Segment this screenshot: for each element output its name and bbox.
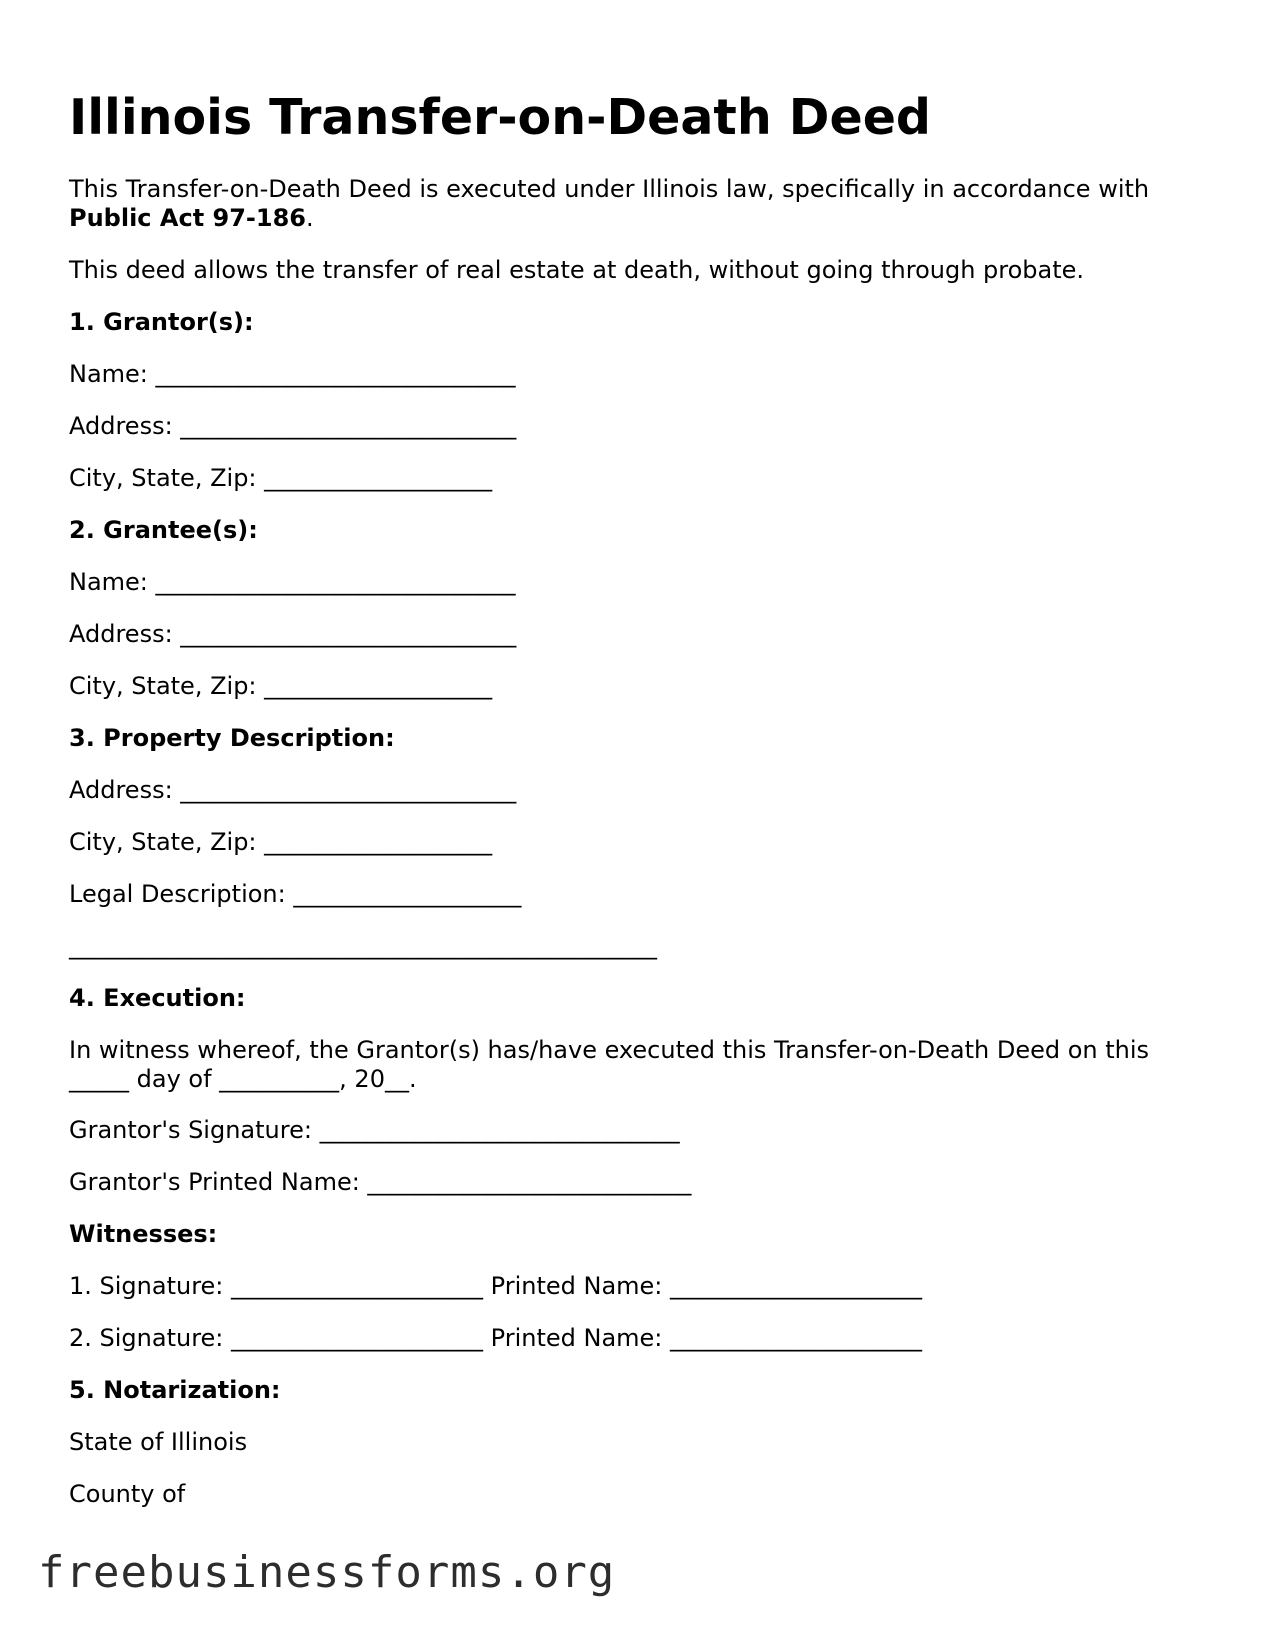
- grantor-signature-field: Grantor's Signature: ______________________________: [69, 1116, 680, 1144]
- notary-county: County of: [69, 1480, 186, 1508]
- intro-paragraph: [69, 175, 1209, 233]
- grantee-name-field: Name: ______________________________: [69, 568, 516, 596]
- execution-heading: 4. Execution:: [69, 984, 246, 1012]
- grantor-printed-name-field: Grantor's Printed Name: ___________________________: [69, 1168, 692, 1196]
- witness-1-line: 1. Signature: _____________________ Printed Name: _____________________: [69, 1272, 923, 1300]
- page-title: Illinois Transfer-on-Death Deed: [69, 89, 931, 146]
- grantor-heading: 1. Grantor(s):: [69, 308, 254, 336]
- execution-statement: In witness whereof, the Grantor(s) has/have executed this Transfer-on-Death Deed on this _____ day of __________, 20__.: [69, 1036, 1150, 1093]
- witnesses-heading: Witnesses:: [69, 1220, 218, 1248]
- intro-text: This Transfer-on-Death Deed is executed under Illinois law, specifically in accordance with: [69, 175, 1150, 203]
- legal-description-extra-line: _________________________________________________: [69, 932, 657, 960]
- property-address-field: Address: ____________________________: [69, 776, 517, 804]
- notarization-heading: 5. Notarization:: [69, 1376, 281, 1404]
- purpose-paragraph: This deed allows the transfer of real estate at death, without going through probate.: [69, 256, 1085, 284]
- grantee-city-field: City, State, Zip: ___________________: [69, 672, 493, 700]
- property-heading: 3. Property Description:: [69, 724, 395, 752]
- grantor-city-field: City, State, Zip: ___________________: [69, 464, 493, 492]
- legal-description-field: Legal Description: ___________________: [69, 880, 522, 908]
- intro-end: .: [305, 204, 314, 232]
- property-city-field: City, State, Zip: ___________________: [69, 828, 493, 856]
- grantor-name-field: Name: ______________________________: [69, 360, 516, 388]
- grantor-address-field: Address: ____________________________: [69, 412, 517, 440]
- notary-state: State of Illinois: [69, 1428, 248, 1456]
- watermark-text: freebusinessforms.org: [38, 1547, 616, 1598]
- witness-2-line: 2. Signature: _____________________ Printed Name: _____________________: [69, 1324, 923, 1352]
- public-act-reference: Public Act 97-186: [69, 204, 306, 232]
- grantee-heading: 2. Grantee(s):: [69, 516, 258, 544]
- grantee-address-field: Address: ____________________________: [69, 620, 517, 648]
